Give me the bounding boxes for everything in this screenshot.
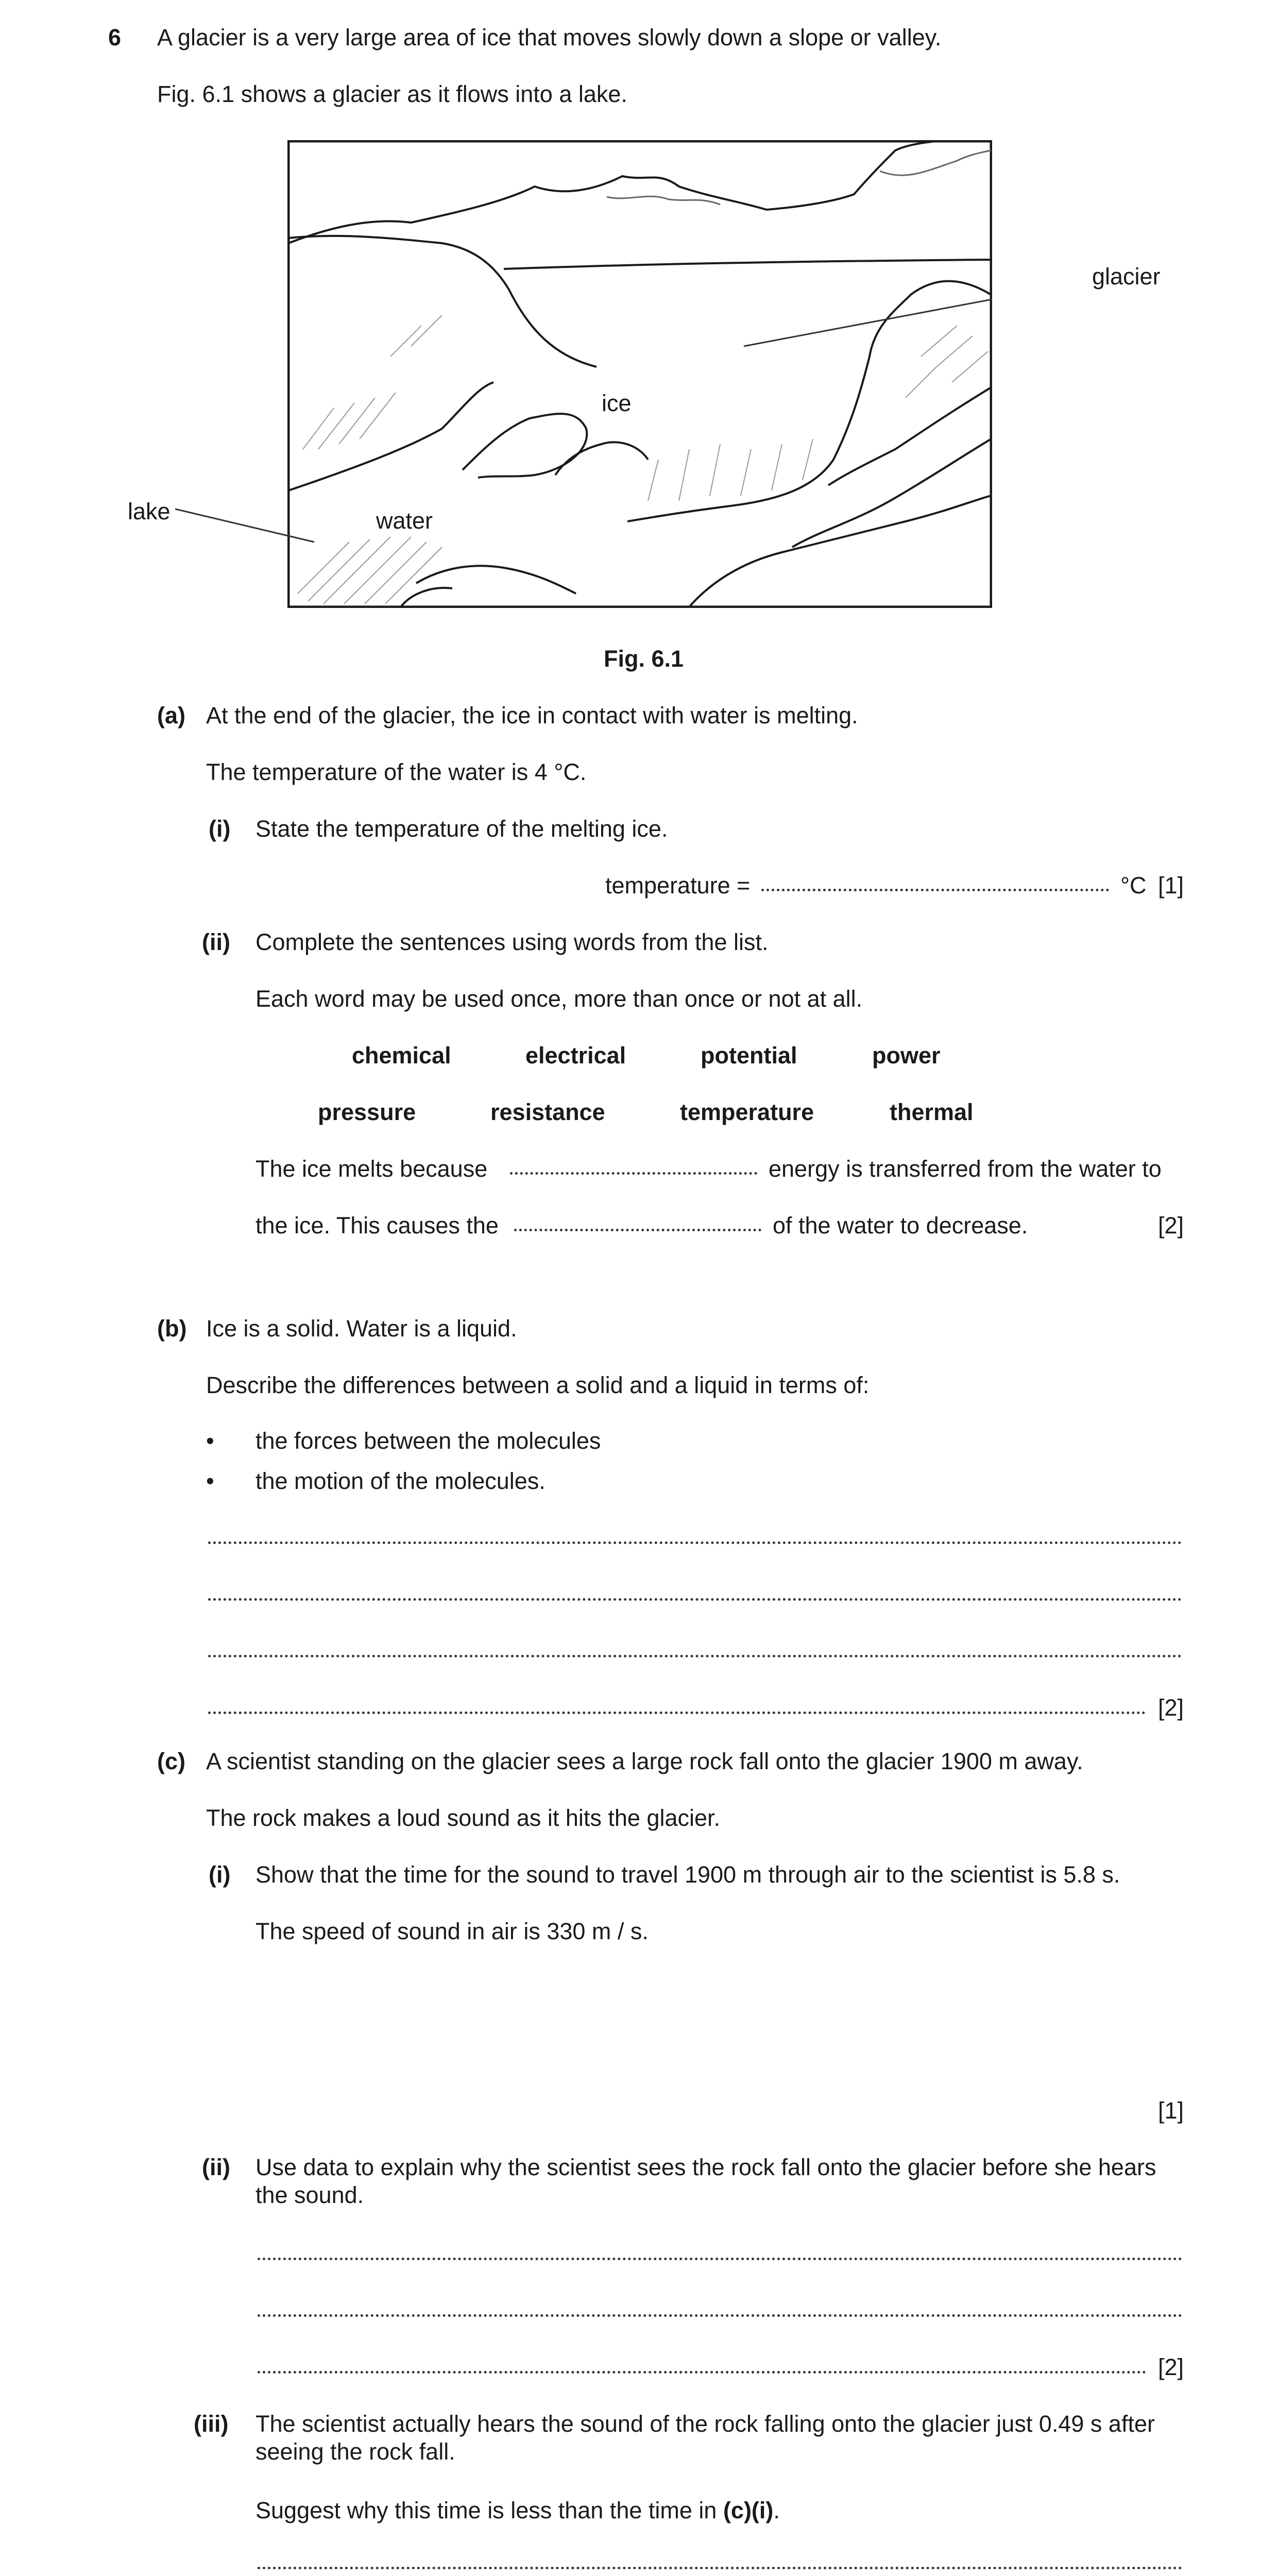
part-c-text2: The rock makes a loud sound as it hits the glacier. [206, 1805, 721, 1831]
part-c-ii-text: Use data to explain why the scientist sees the rock fall onto the glacier before she hears the sound. [255, 2154, 1156, 2208]
glacier-figure [287, 140, 992, 608]
part-a-ii-instruction: Each word may be used once, more than once or not at all. [255, 986, 863, 1012]
word-chemical: chemical [352, 1042, 451, 1069]
part-b-answer-line[interactable] [208, 1598, 1182, 1601]
part-c-iii-answer-line[interactable] [258, 2567, 1182, 2569]
glacier-drawing [287, 140, 992, 608]
part-c-text1: A scientist standing on the glacier sees a large rock fall onto the glacier 1900 m away. [206, 1748, 1083, 1774]
temperature-answer-line[interactable] [761, 889, 1109, 891]
word-potential: potential [701, 1042, 797, 1069]
part-c-ii-answer-line[interactable] [258, 2371, 1146, 2374]
bullet-dot: • [206, 1468, 214, 1494]
word-electrical: electrical [525, 1042, 626, 1069]
part-b-answer-line[interactable] [208, 1711, 1146, 1714]
part-b-text2: Describe the differences between a solid and a liquid in terms of: [206, 1372, 870, 1398]
word-resistance: resistance [490, 1099, 605, 1125]
part-a-i-text: State the temperature of the melting ice. [255, 816, 668, 842]
part-c-iii-label: (iii) [194, 2411, 229, 2437]
word-temperature: temperature [680, 1099, 814, 1125]
word-thermal: thermal [890, 1099, 974, 1125]
figure-label-ice: ice [602, 390, 632, 416]
part-a-text1: At the end of the glacier, the ice in contact with water is melting. [206, 702, 858, 728]
suggest-end: . [773, 2497, 780, 2523]
suggest-reference: (c)(i) [723, 2497, 774, 2523]
part-c-i-text: Show that the time for the sound to travel 1900 m through air to the scientist is 5.8 s. [255, 1861, 1120, 1888]
part-a-label: (a) [157, 702, 185, 728]
temperature-unit: °C [1120, 872, 1147, 899]
part-b-marks: [2] [1158, 1694, 1184, 1721]
figure-caption: Fig. 6.1 [604, 646, 684, 672]
sentence1-answer-line[interactable] [510, 1172, 757, 1175]
part-b-answer-line[interactable] [208, 1655, 1182, 1657]
part-a-ii-label: (ii) [202, 929, 230, 955]
part-c-i-speed: The speed of sound in air is 330 m / s. [255, 1918, 649, 1944]
bullet-forces: the forces between the molecules [255, 1428, 601, 1454]
word-power: power [872, 1042, 941, 1069]
figure-label-lake: lake [128, 498, 171, 524]
part-c-iii-text: The scientist actually hears the sound of the rock falling onto the glacier just 0.49 s after seeing the rock fall. [255, 2411, 1155, 2465]
part-c-i-label: (i) [209, 1861, 231, 1888]
part-c-label: (c) [157, 1748, 185, 1774]
suggest-start: Suggest why this time is less than the time in [255, 2497, 717, 2523]
part-c-ii-marks: [2] [1158, 2354, 1184, 2380]
part-a-ii-text: Complete the sentences using words from the list. [255, 929, 769, 955]
word-pressure: pressure [318, 1099, 416, 1125]
part-b-text1: Ice is a solid. Water is a liquid. [206, 1315, 517, 1342]
figure-label-glacier: glacier [1092, 263, 1161, 290]
part-a-text2: The temperature of the water is 4 °C. [206, 759, 587, 785]
part-c-ii-answer-line[interactable] [258, 2314, 1182, 2317]
figure-label-water: water [376, 507, 433, 534]
bullet-dot: • [206, 1428, 214, 1454]
part-b-answer-line[interactable] [208, 1541, 1182, 1544]
part-c-ii-answer-line[interactable] [258, 2258, 1182, 2260]
sentence1-end: energy is transferred from the water to [769, 1156, 1162, 1182]
question-number: 6 [108, 24, 122, 50]
temperature-prefix: temperature = [605, 872, 751, 899]
figure-intro: Fig. 6.1 shows a glacier as it flows into a lake. [157, 81, 627, 107]
part-c-iii-suggest [255, 2497, 780, 2524]
question-intro: A glacier is a very large area of ice that moves slowly down a slope or valley. [157, 24, 942, 50]
bullet-motion: the motion of the molecules. [255, 1468, 546, 1494]
part-c-ii-label: (ii) [202, 2154, 230, 2180]
sentence2-answer-line[interactable] [514, 1229, 761, 1231]
part-c-i-marks: [1] [1158, 2097, 1184, 2124]
sentence2-start: the ice. This causes the [255, 1212, 499, 1239]
part-a-i-label: (i) [209, 816, 231, 842]
part-a-ii-marks: [2] [1158, 1212, 1184, 1239]
sentence2-end: of the water to decrease. [773, 1212, 1028, 1239]
lake-pointer-line [175, 505, 319, 546]
part-b-label: (b) [157, 1315, 187, 1342]
part-a-i-marks: [1] [1158, 872, 1184, 899]
sentence1-start: The ice melts because [255, 1156, 488, 1182]
